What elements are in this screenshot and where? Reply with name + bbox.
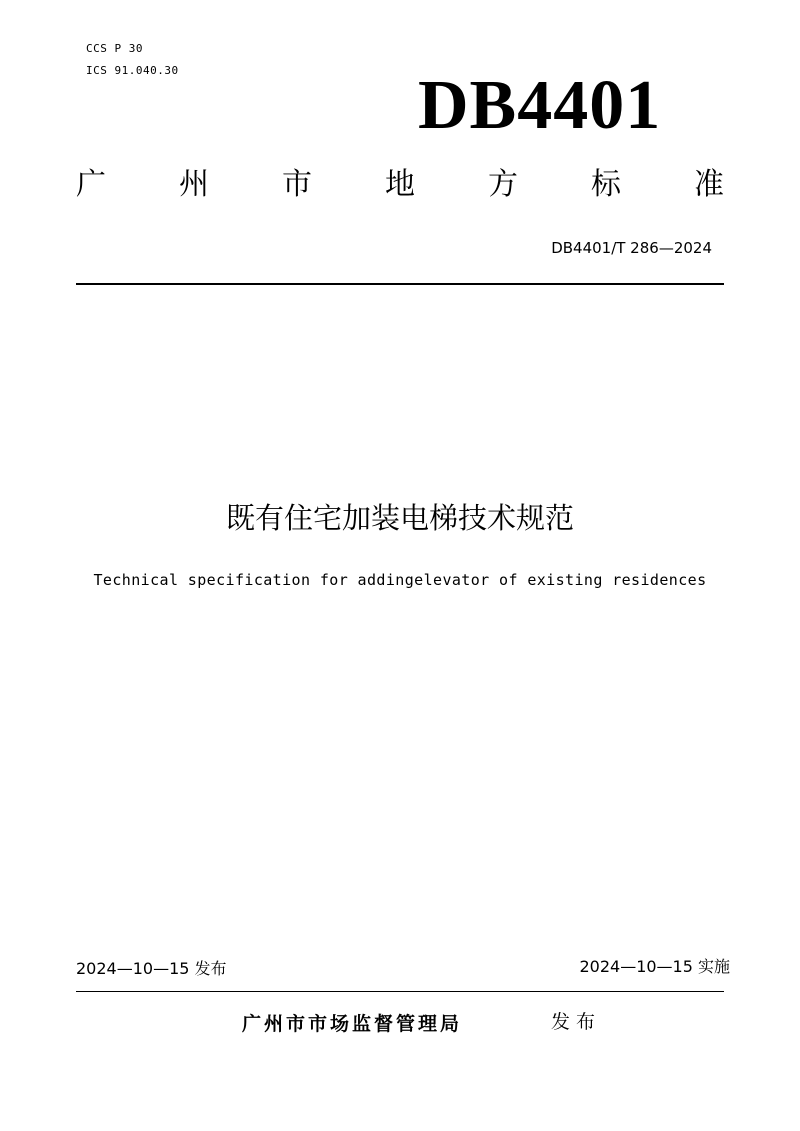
category-char: 标 — [591, 167, 621, 202]
issuing-authority: 广州市市场监督管理局 — [242, 1013, 463, 1035]
category-char: 方 — [488, 167, 518, 202]
document-title-chinese: 既有住宅加装电梯技术规范 — [225, 501, 574, 535]
category-char: 地 — [385, 167, 415, 202]
top-divider — [76, 283, 724, 285]
category-char: 广 — [76, 167, 106, 202]
standard-number: DB4401/T 286—2024 — [551, 239, 712, 257]
issue-date: 2024—10—15 发布 — [76, 959, 227, 978]
implementation-date: 2024—10—15 实施 — [579, 957, 730, 976]
bottom-divider — [76, 991, 724, 992]
category-char: 准 — [694, 167, 724, 202]
issue-label: 发布 — [551, 1011, 602, 1033]
document-title-english: Technical specification for addingelevator of existing residences — [93, 571, 707, 589]
db-standard-logo: DB4401 — [418, 67, 662, 144]
category-char: 州 — [179, 167, 209, 202]
standard-category-title — [76, 163, 724, 207]
category-char: 市 — [282, 167, 312, 202]
ccs-code: CCS P 30 — [86, 42, 143, 55]
ics-code: ICS 91.040.30 — [86, 64, 179, 77]
